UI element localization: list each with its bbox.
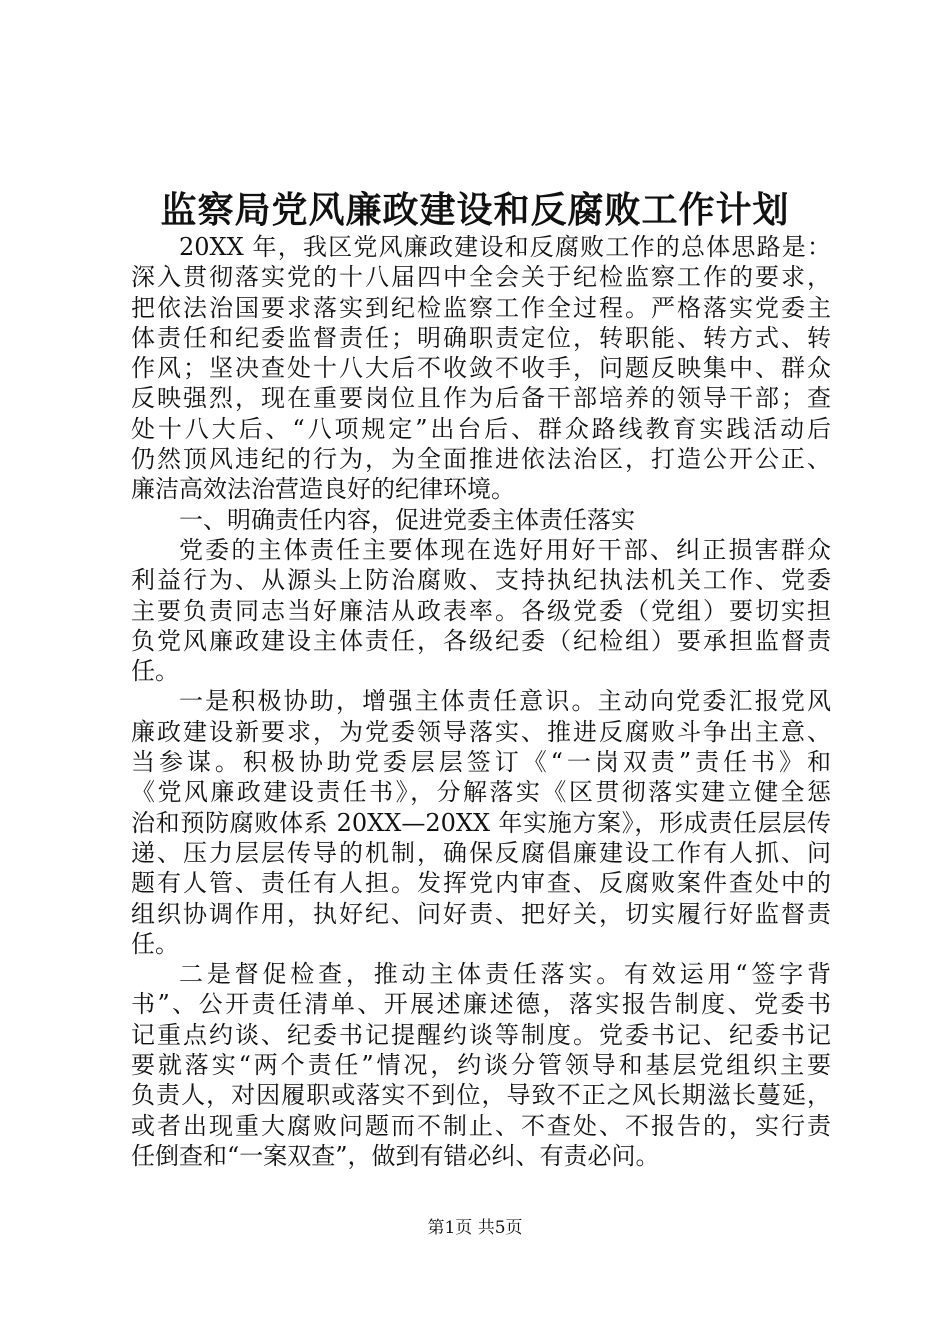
body-text-line: 或者出现重大腐败问题而不制止、不查处、不报告的，实行责	[131, 1111, 831, 1140]
body-text-line: 作风；坚决查处十八大后不收敛不收手，问题反映集中、群众	[131, 354, 831, 383]
body-text-line: 二是督促检查，推动主体责任落实。有效运用“签字背	[179, 960, 831, 989]
body-text-line: 负责人，对因履职或落实不到位，导致不正之风长期滋长蔓延，	[131, 1081, 831, 1110]
body-text-line: 治和预防腐败体系 20XX—20XX 年实施方案》，形成责任层层传	[131, 808, 831, 837]
body-text-line: 处十八大后、“八项规定”出台后、群众路线教育实践活动后	[131, 414, 831, 443]
body-text-line: 任。	[131, 657, 179, 686]
body-text-line: 廉政建设新要求，为党委领导落实、推进反腐败斗争出主意、	[131, 717, 831, 746]
body-text-line: 题有人管、责任有人担。发挥党内审查、反腐败案件查处中的	[131, 869, 831, 898]
body-text-line: 一是积极协助，增强主体责任意识。主动向党委汇报党风	[179, 687, 831, 716]
body-text-line: 组织协调作用，执好纪、问好责、把好关，切实履行好监督责	[131, 899, 831, 928]
body-text-line: 任倒查和“一案双查”，做到有错必纠、有责必问。	[131, 1141, 660, 1170]
body-text-line: 一、明确责任内容，促进党委主体责任落实	[179, 505, 635, 534]
body-text-line: 利益行为、从源头上防治腐败、支持执纪执法机关工作、党委	[131, 566, 831, 595]
body-text-line: 书”、公开责任清单、开展述廉述德，落实报告制度、党委书	[131, 990, 831, 1019]
body-text-line: 要就落实“两个责任”情况，约谈分管领导和基层党组织主要	[131, 1051, 831, 1080]
body-text-line: 主要负责同志当好廉洁从政表率。各级党委（党组）要切实担	[131, 596, 831, 625]
body-text-line: 20XX 年，我区党风廉政建设和反腐败工作的总体思路是：	[179, 233, 831, 261]
body-text-line: 党委的主体责任主要体现在选好用好干部、纠正损害群众	[179, 535, 831, 564]
body-text-line: 反映强烈，现在重要岗位且作为后备干部培养的领导干部；查	[131, 384, 831, 413]
document-title: 监察局党风廉政建设和反腐败工作计划	[160, 189, 790, 231]
body-text-line: 《党风廉政建设责任书》，分解落实《区贯彻落实建立健全惩	[131, 778, 831, 807]
document-body	[131, 232, 831, 1171]
body-text-line: 负党风廉政建设主体责任，各级纪委（纪检组）要承担监督责	[131, 626, 831, 655]
body-text-line: 记重点约谈、纪委书记提醒约谈等制度。党委书记、纪委书记	[131, 1020, 831, 1049]
body-text-line: 廉洁高效法治营造良好的纪律环境。	[131, 475, 515, 504]
body-text-line: 深入贯彻落实党的十八届四中全会关于纪检监察工作的要求，	[131, 263, 831, 292]
body-text-line: 任。	[131, 929, 179, 958]
body-text-line: 当参谋。积极协助党委层层签订《“一岗双责”责任书》和	[131, 748, 831, 777]
body-text-line: 把依法治国要求落实到纪检监察工作全过程。严格落实党委主	[131, 293, 831, 322]
page-footer: 第1页 共5页	[427, 1218, 523, 1238]
body-text-line: 体责任和纪委监督责任；明确职责定位，转职能、转方式、转	[131, 323, 831, 352]
body-text-line: 递、压力层层传导的机制，确保反腐倡廉建设工作有人抓、问	[131, 838, 831, 867]
body-text-line: 仍然顶风违纪的行为，为全面推进依法治区，打造公开公正、	[131, 445, 831, 474]
